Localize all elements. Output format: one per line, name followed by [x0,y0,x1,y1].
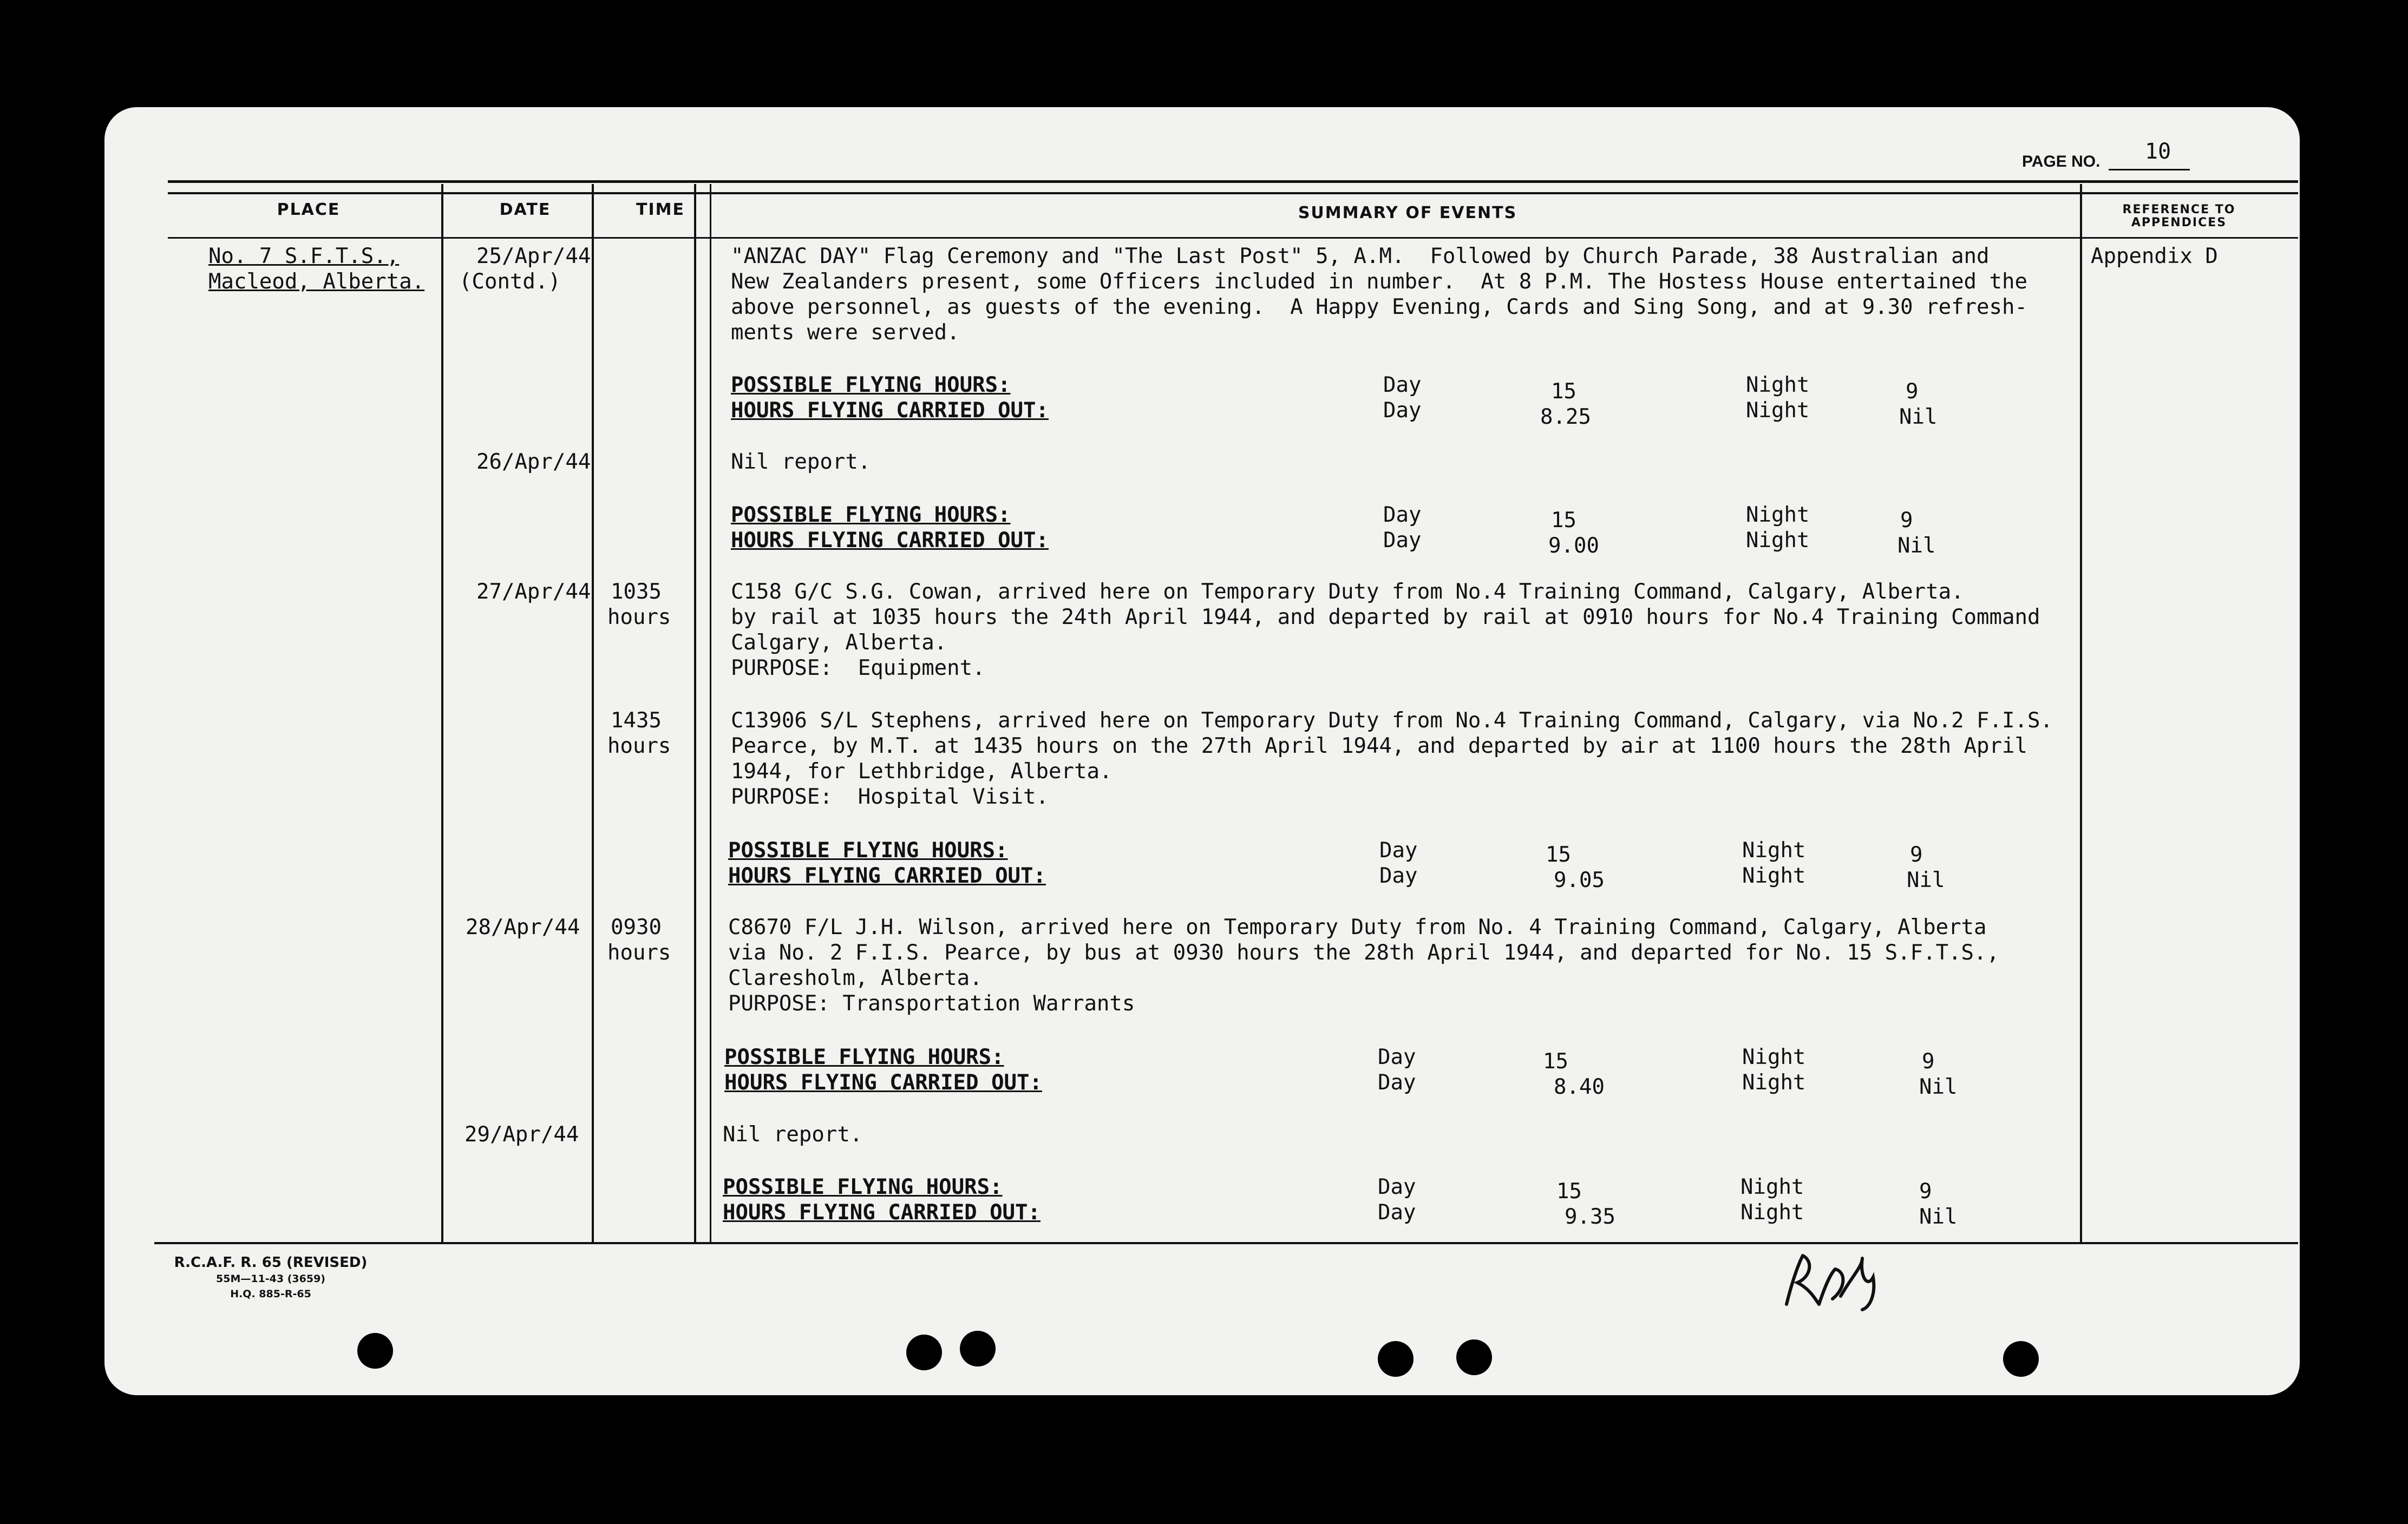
entry-apr27a-line-3: Calgary, Alberta. [731,630,947,655]
entry-apr28-line-1: C8670 F/L J.H. Wilson, arrived here on Temporary Duty from No. 4 Training Command, Calgary, Alberta [728,915,1987,940]
possible-night-label: Night [1742,1045,1806,1069]
entry-apr26-text: Nil report. [731,450,871,474]
binder-hole [1378,1341,1414,1377]
carried-day-value: 8.25 [1540,405,1591,429]
binder-hole [960,1331,996,1367]
form-id-line-3: H.Q. 885-R-65 [230,1288,311,1300]
possible-night-value: 9 [1906,379,1919,404]
place-line-2: Macleod, Alberta. [208,270,425,294]
time-apr27a: 1035 [611,580,662,604]
binder-hole [357,1333,393,1369]
entry-apr28-line-3: Claresholm, Alberta. [728,966,983,990]
col-divider-summary [2080,184,2082,1243]
possible-day-label: Day [1378,1175,1416,1199]
carried-day-label: Day [1379,864,1418,888]
handwritten-initials [1781,1245,1900,1315]
time-apr28-unit: hours [607,941,671,965]
carried-day-label: Day [1378,1200,1416,1225]
possible-day-label: Day [1379,838,1418,863]
entry-apr28-line-4: PURPOSE: Transportation Warrants [728,991,1135,1016]
carried-day-label: Day [1383,528,1422,553]
possible-day-value: 15 [1551,508,1576,533]
appendix-reference: Appendix D [2091,244,2218,268]
carried-night-label: Night [1746,398,1810,423]
carried-night-label: Night [1742,864,1806,888]
date-apr25: 25/Apr/44 [476,244,591,268]
carried-hours-label: HOURS FLYING CARRIED OUT: [723,1200,1041,1225]
entry-apr25-line-1: "ANZAC DAY" Flag Ceremony and "The Last Post" 5, A.M. Followed by Church Parade, 38 Australian and [731,244,1990,268]
carried-night-value: Nil [1897,534,1936,558]
possible-hours-label: POSSIBLE FLYING HOURS: [723,1175,1003,1199]
carried-night-label: Night [1746,528,1810,553]
bottom-rule [154,1242,2298,1244]
time-apr27b-unit: hours [607,734,671,758]
possible-day-label: Day [1383,373,1422,397]
possible-night-value: 9 [1919,1179,1932,1204]
time-apr28: 0930 [611,915,662,940]
entry-apr27a-line-2: by rail at 1035 hours the 24th April 1944, and departed by rail at 0910 hours for No.4 Training Command [731,605,2040,629]
carried-day-value: 9.05 [1554,868,1605,892]
date-apr29: 29/Apr/44 [464,1122,579,1147]
col-divider-time [694,184,696,1243]
entry-apr25-line-3: above personnel, as guests of the evening. A Happy Evening, Cards and Sing Song, and at 9.30 refresh- [731,295,2027,319]
header-reference: REFERENCE TO APPENDICES [2122,203,2236,229]
possible-day-value: 15 [1551,379,1576,404]
carried-day-label: Day [1383,398,1422,423]
binder-hole [2003,1341,2039,1377]
page-number-label: PAGE NO. [2022,153,2101,170]
possible-night-value: 9 [1900,508,1913,533]
entry-apr27b-line-1: C13906 S/L Stephens, arrived here on Temporary Duty from No.4 Training Command, Calgary, via No.2 F.I.S. [731,708,2053,733]
possible-night-label: Night [1740,1175,1804,1199]
possible-night-value: 9 [1910,843,1923,867]
entry-apr29-text: Nil report. [723,1122,863,1147]
header-bottom-rule [168,237,2298,239]
carried-hours-label: HOURS FLYING CARRIED OUT: [728,864,1046,888]
date-apr26: 26/Apr/44 [476,450,591,474]
time-apr27a-unit: hours [607,605,671,629]
entry-apr25-line-2: New Zealanders present, some Officers included in number. At 8 P.M. The Hostess House entertained the [731,270,2027,294]
form-id-line-2: 55M—11-43 (3659) [216,1273,325,1285]
carried-night-value: Nil [1899,405,1938,429]
possible-day-label: Day [1383,503,1422,527]
header-place: PLACE [277,200,341,219]
entry-apr27a-line-1: C158 G/C S.G. Cowan, arrived here on Temporary Duty from No.4 Training Command, Calgary, Alberta. [731,580,1964,604]
col-divider-time-b [710,184,711,1243]
binder-hole [1456,1339,1492,1375]
col-divider-date [592,184,594,1243]
col-divider-place [441,184,443,1243]
possible-hours-label: POSSIBLE FLYING HOURS: [731,373,1011,397]
possible-day-value: 15 [1546,843,1571,867]
page-number-underline [2109,169,2190,170]
header-summary: SUMMARY OF EVENTS [1298,203,1517,222]
entry-apr27a-line-4: PURPOSE: Equipment. [731,656,985,680]
entry-apr27b-line-4: PURPOSE: Hospital Visit. [731,785,1049,809]
possible-night-value: 9 [1922,1049,1935,1074]
possible-hours-label: POSSIBLE FLYING HOURS: [731,503,1011,527]
carried-night-label: Night [1740,1200,1804,1225]
place-line-1: No. 7 S.F.T.S., [208,244,400,268]
binder-hole [906,1335,942,1370]
possible-day-label: Day [1378,1045,1416,1069]
header-rule [168,192,2298,194]
time-apr27b: 1435 [611,708,662,733]
possible-hours-label: POSSIBLE FLYING HOURS: [724,1045,1004,1069]
possible-hours-label: POSSIBLE FLYING HOURS: [728,838,1008,863]
possible-day-value: 15 [1543,1049,1568,1074]
date-apr28: 28/Apr/44 [466,915,580,940]
header-time: TIME [636,200,685,219]
possible-night-label: Night [1742,838,1806,863]
entry-apr28-line-2: via No. 2 F.I.S. Pearce, by bus at 0930 hours the 28th April 1944, and departed for No. 15 S.F.T.S., [728,941,1999,965]
page-number-value: 10 [2145,139,2171,164]
date-apr25-note: (Contd.) [459,270,561,294]
top-rule [168,180,2298,183]
possible-night-label: Night [1746,373,1810,397]
carried-day-label: Day [1378,1070,1416,1095]
carried-hours-label: HOURS FLYING CARRIED OUT: [731,398,1049,423]
carried-night-value: Nil [1919,1205,1958,1229]
date-apr27: 27/Apr/44 [476,580,591,604]
possible-night-label: Night [1746,503,1810,527]
entry-apr27b-line-3: 1944, for Lethbridge, Alberta. [731,759,1113,784]
entry-apr25-line-4: ments were served. [731,320,960,345]
carried-hours-label: HOURS FLYING CARRIED OUT: [724,1070,1042,1095]
possible-day-value: 15 [1556,1179,1582,1204]
carried-day-value: 8.40 [1554,1075,1605,1099]
carried-hours-label: HOURS FLYING CARRIED OUT: [731,528,1049,553]
carried-night-label: Night [1742,1070,1806,1095]
carried-night-value: Nil [1907,868,1945,892]
carried-day-value: 9.00 [1548,534,1599,558]
carried-day-value: 9.35 [1565,1205,1615,1229]
entry-apr27b-line-2: Pearce, by M.T. at 1435 hours on the 27th April 1944, and departed by air at 1100 hours the 28th April [731,734,2027,758]
form-id-line-1: R.C.A.F. R. 65 (REVISED) [174,1254,368,1271]
carried-night-value: Nil [1919,1075,1958,1099]
header-date: DATE [499,200,551,219]
